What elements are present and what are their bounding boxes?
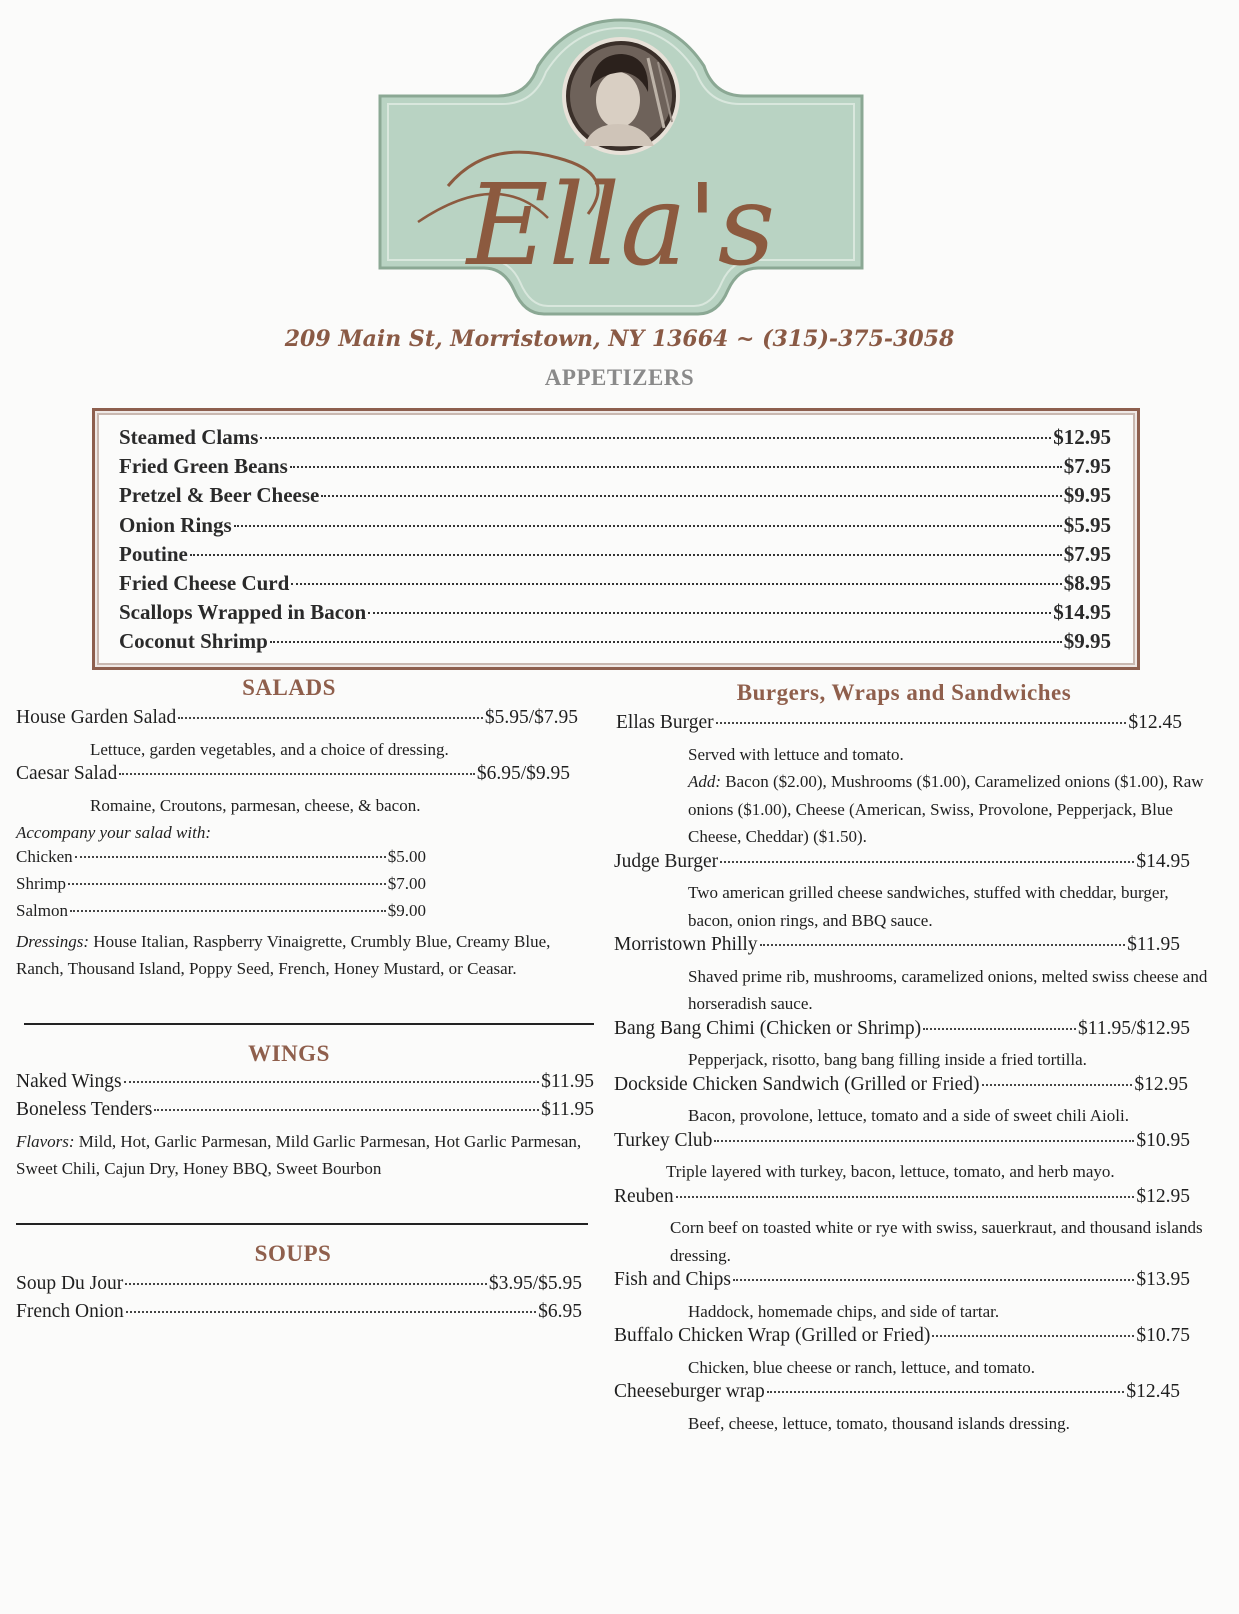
dot-leader (676, 1196, 1135, 1198)
menu-item-row (16, 763, 570, 792)
item-description: Two american grilled cheese sandwiches, stuffed with cheddar, burger, bacon, onion rings, and BBQ sauce. (688, 883, 1169, 930)
section-divider (16, 1223, 588, 1225)
right-column (614, 680, 1210, 1437)
menu-item-row (16, 1071, 594, 1100)
dot-leader (290, 466, 1062, 468)
soups-heading: SOUPS (254, 1240, 332, 1266)
item-description: Chicken, blue cheese or ranch, lettuce, and tomato. (688, 1357, 1035, 1377)
appetizers-box (92, 408, 1140, 670)
dot-leader (760, 944, 1126, 946)
dot-leader (932, 1335, 1134, 1337)
item-price: $12.95 (1136, 1185, 1190, 1207)
item-price: $5.95 (1063, 512, 1111, 537)
dot-leader (982, 1084, 1133, 1086)
menu-item-row (119, 542, 1111, 571)
wings-heading: WINGS (248, 1040, 330, 1066)
menu-item-row (616, 712, 1182, 741)
accompany-label: Accompany your salad with: (16, 823, 211, 842)
item-price: $7.95 (1063, 454, 1111, 479)
item-price: $11.95 (541, 1099, 594, 1120)
menu-item-row (614, 934, 1180, 963)
item-name: Scallops Wrapped in Bacon (119, 600, 367, 625)
item-name: Poutine (119, 541, 188, 566)
dot-leader (716, 722, 1127, 724)
item-description: Shaved prime rib, mushrooms, caramelized onions, melted swiss cheese and horseradish sauce. (688, 966, 1208, 1013)
dot-leader (124, 1081, 540, 1083)
dot-leader (767, 1391, 1125, 1393)
item-description: Romaine, Croutons, parmesan, cheese, & bacon. (90, 795, 421, 815)
menu-item-row (16, 1301, 582, 1330)
dot-leader (923, 1028, 1076, 1030)
item-name: Dockside Chicken Sandwich (Grilled or Fried) (614, 1073, 980, 1095)
dot-leader (321, 495, 1061, 497)
dot-leader (125, 1283, 487, 1285)
item-price: $9.00 (387, 900, 426, 920)
item-price: $12.45 (1126, 1381, 1180, 1402)
item-description: Corn beef on toasted white or rye with swiss, sauerkraut, and thousand islands dressing. (670, 1218, 1203, 1265)
item-price: $6.95 (538, 1301, 582, 1322)
menu-item-row (119, 454, 1111, 483)
dot-leader (733, 1279, 1134, 1281)
item-name: Shrimp (16, 873, 67, 893)
item-name: Coconut Shrimp (119, 629, 268, 654)
dot-leader (270, 641, 1062, 643)
appetizers-heading: APPETIZERS (544, 365, 695, 390)
burger-addons: Add: Bacon ($2.00), Mushrooms ($1.00), Caramelized onions ($1.00), Raw onions ($1.00), Cheese (American, Swiss, Provolone, Pepperjack, Blue Cheese, Cheddar) ($1.50). (688, 772, 1204, 846)
item-description: Triple layered with turkey, bacon, lettuce, tomato, and herb mayo. (666, 1162, 1115, 1181)
dot-leader (68, 883, 386, 885)
item-description: Haddock, homemade chips, and side of tartar. (688, 1301, 1000, 1321)
item-name: Soup Du Jour (16, 1272, 124, 1294)
item-name: Naked Wings (16, 1070, 122, 1092)
item-price: $12.95 (1053, 425, 1111, 449)
item-price: $13.95 (1136, 1269, 1190, 1290)
dot-leader (70, 910, 386, 912)
dot-leader (260, 437, 1051, 439)
item-name: Steamed Clams (119, 425, 259, 449)
item-price: $3.95/$5.95 (488, 1272, 582, 1294)
item-name: Ellas Burger (616, 712, 714, 733)
item-price: $8.95 (1063, 570, 1111, 595)
menu-item-row (16, 1273, 582, 1302)
menu-item-row (614, 1381, 1180, 1410)
menu-item-row (16, 874, 426, 901)
item-price: $11.95 (1127, 934, 1180, 955)
item-name: Bang Bang Chimi (Chicken or Shrimp) (614, 1017, 922, 1039)
item-name: Boneless Tenders (16, 1099, 153, 1120)
item-price: $6.95/$9.95 (476, 763, 570, 784)
menu-item-row (614, 1186, 1190, 1215)
item-name: Fish and Chips (614, 1269, 732, 1290)
item-name: Fried Cheese Curd (119, 570, 290, 595)
menu-item-row (16, 707, 578, 736)
item-price: $11.95 (541, 1070, 594, 1092)
dot-leader (368, 612, 1051, 614)
salads-heading: SALADS (242, 675, 336, 700)
item-price: $5.95/$7.95 (484, 707, 578, 728)
dot-leader (291, 583, 1061, 585)
dot-leader (119, 773, 475, 775)
item-name: House Garden Salad (16, 707, 177, 728)
item-name: Onion Rings (119, 512, 232, 537)
ellas-logo (378, 18, 864, 318)
logo-script: Ella's (466, 161, 776, 291)
menu-item-row (614, 851, 1190, 880)
item-description: Served with lettuce and tomato. (688, 744, 904, 764)
item-price: $9.95 (1063, 629, 1111, 654)
menu-item-row (614, 1325, 1190, 1354)
item-name: Judge Burger (614, 850, 719, 872)
item-name: Turkey Club (614, 1129, 713, 1151)
item-name: Fried Green Beans (119, 454, 288, 479)
item-price: $5.00 (387, 846, 426, 866)
left-column (16, 675, 594, 1330)
flavors-text: Flavors: Mild, Hot, Garlic Parmesan, Mild Garlic Parmesan, Hot Garlic Parmesan, Sweet Chili, Cajun Dry, Honey BBQ, Sweet Bourbon (16, 1131, 582, 1178)
item-name: Salmon (16, 900, 68, 920)
dot-leader (75, 856, 386, 858)
item-name: Reuben (614, 1185, 674, 1207)
dot-leader (126, 1311, 536, 1313)
item-name: Cheeseburger wrap (614, 1381, 765, 1402)
item-name: Morristown Philly (614, 934, 758, 955)
item-price: $7.00 (387, 873, 426, 893)
item-name: Caesar Salad (16, 763, 118, 784)
menu-item-row (119, 571, 1111, 600)
item-name: Chicken (16, 846, 73, 866)
item-price: $14.95 (1053, 600, 1111, 625)
address-line: 209 Main St, Morristown, NY 13664 ~ (315)-375-3058 (284, 326, 955, 352)
dot-leader (154, 1109, 539, 1111)
item-price: $10.75 (1136, 1325, 1190, 1346)
menu-item-row (614, 1130, 1190, 1159)
dot-leader (190, 554, 1062, 556)
dot-leader (234, 525, 1062, 527)
menu-item-row (119, 629, 1111, 658)
menu-item-row (614, 1074, 1188, 1103)
dot-leader (178, 717, 483, 719)
item-name: Pretzel & Beer Cheese (119, 483, 320, 508)
menu-item-row (119, 513, 1111, 542)
dressings-text: Dressings: House Italian, Raspberry Vinaigrette, Crumbly Blue, Creamy Blue, Ranch, Thousand Island, Poppy Seed, French, Honey Mustard, or Ceasar. (16, 931, 551, 978)
dot-leader (720, 861, 1134, 863)
item-name: French Onion (16, 1301, 124, 1322)
item-price: $12.95 (1134, 1073, 1188, 1095)
menu-item-row (119, 425, 1111, 454)
item-description: Beef, cheese, lettuce, tomato, thousand islands dressing. (688, 1413, 1070, 1433)
menu-item-row (119, 483, 1111, 512)
menu-item-row (16, 1099, 594, 1128)
menu-item-row (16, 847, 426, 874)
dot-leader (714, 1140, 1134, 1142)
item-price: $14.95 (1136, 850, 1190, 872)
item-price: $10.95 (1136, 1129, 1190, 1151)
item-price: $11.95/$12.95 (1078, 1017, 1190, 1039)
menu-item-row (614, 1018, 1190, 1047)
menu-item-row (119, 600, 1111, 629)
item-price: $12.45 (1128, 712, 1182, 733)
item-description: Pepperjack, risotto, bang bang filling inside a fried tortilla. (688, 1050, 1087, 1069)
item-description: Bacon, provolone, lettuce, tomato and a side of sweet chili Aioli. (688, 1106, 1129, 1125)
item-price: $7.95 (1063, 541, 1111, 566)
item-price: $9.95 (1063, 483, 1111, 508)
menu-item-row (614, 1269, 1190, 1298)
item-description: Lettuce, garden vegetables, and a choice of dressing. (90, 739, 449, 759)
menu-item-row (16, 901, 426, 928)
burgers-heading: Burgers, Wraps and Sandwiches (736, 680, 1072, 705)
item-name: Buffalo Chicken Wrap (Grilled or Fried) (614, 1325, 931, 1346)
section-divider (24, 1023, 594, 1025)
